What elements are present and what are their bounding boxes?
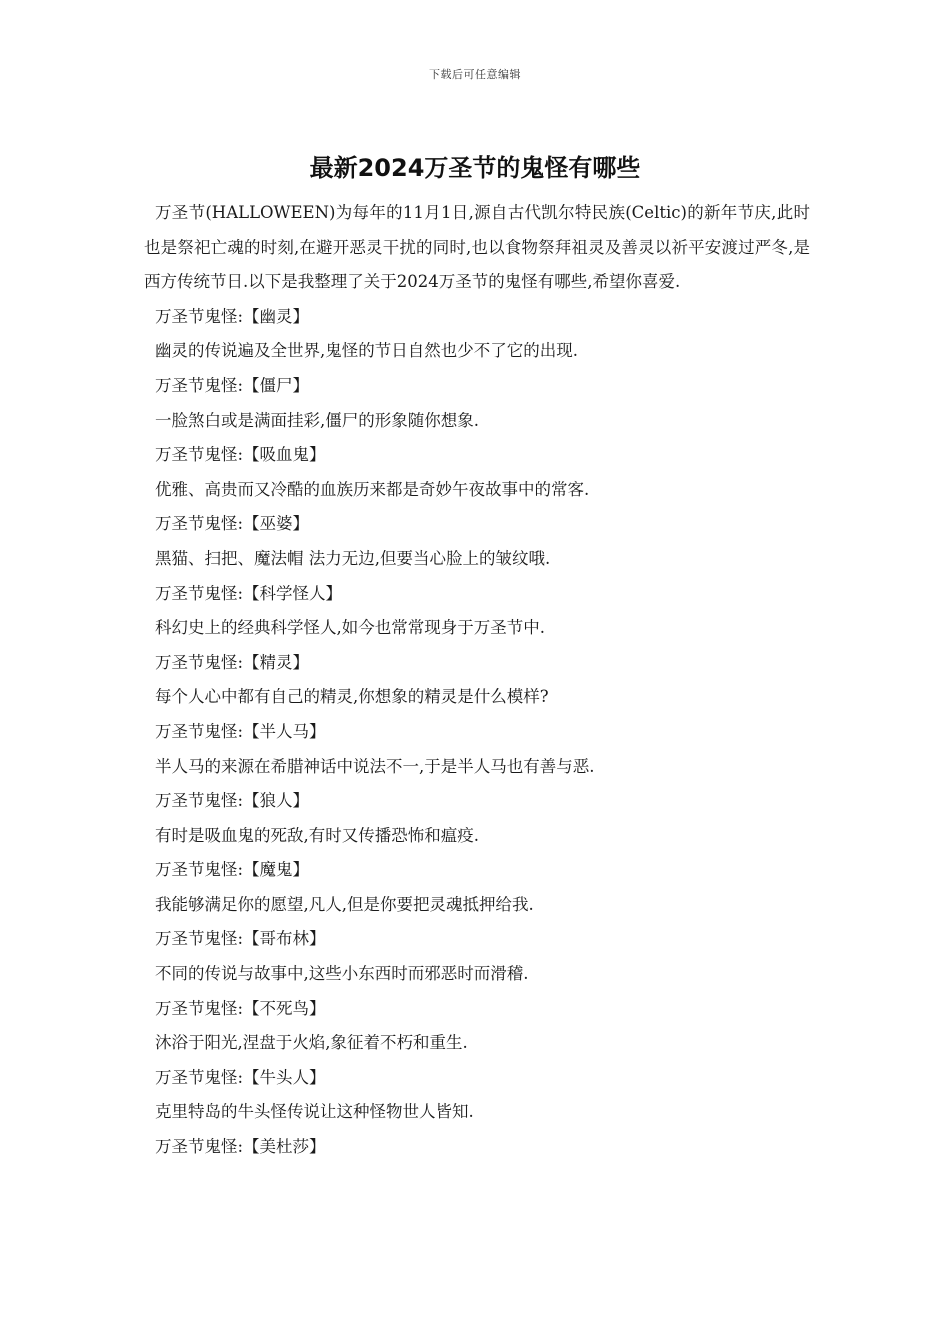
entry-description: 黑猫、扫把、魔法帽 法力无边,但要当心脸上的皱纹哦.: [155, 548, 551, 568]
entry-heading: 万圣节鬼怪:【科学怪人】: [155, 583, 343, 603]
entry-description: 幽灵的传说遍及全世界,鬼怪的节日自然也少不了它的出现.: [155, 341, 578, 361]
entry-heading: 万圣节鬼怪:【精灵】: [155, 652, 310, 672]
entry-heading: 万圣节鬼怪:【吸血鬼】: [155, 445, 326, 465]
entry-description: 科幻史上的经典科学怪人,如今也常常现身于万圣节中.: [155, 618, 545, 638]
entry-heading: 万圣节鬼怪:【美杜莎】: [155, 1137, 326, 1157]
header-note: 下载后可任意编辑: [429, 68, 521, 81]
entry-heading: 万圣节鬼怪:【巫婆】: [155, 514, 310, 534]
intro-paragraph: 万圣节(HALLOWEEN)为每年的11月1日,源自古代凯尔特民族(Celtic)的新年节庆,此时也是祭祀亡魂的时刻,在避开恶灵干扰的同时,也以食物祭拜祖灵及善灵以祈平安渡过严冬,是西方传统节日.以下是我整理了关于2024万圣节的鬼怪有哪些,希望你喜爱.: [144, 203, 810, 292]
entry-heading: 万圣节鬼怪:【狼人】: [155, 791, 310, 811]
entry-heading: 万圣节鬼怪:【僵尸】: [155, 375, 310, 395]
entry-heading: 万圣节鬼怪:【魔鬼】: [155, 860, 310, 880]
entry-description: 一脸煞白或是满面挂彩,僵尸的形象随你想象.: [155, 410, 479, 430]
entry-heading: 万圣节鬼怪:【不死鸟】: [155, 998, 326, 1018]
entry-heading: 万圣节鬼怪:【哥布林】: [155, 929, 326, 949]
entry-description: 克里特岛的牛头怪传说让这种怪物世人皆知.: [155, 1102, 474, 1122]
entry-heading: 万圣节鬼怪:【半人马】: [155, 721, 326, 741]
entry-description: 优雅、高贵而又冷酷的血族历来都是奇妙午夜故事中的常客.: [155, 479, 590, 499]
page-title: 最新2024万圣节的鬼怪有哪些: [309, 154, 641, 182]
entry-description: 每个人心中都有自己的精灵,你想象的精灵是什么模样?: [155, 687, 549, 707]
entry-description: 沐浴于阳光,涅盘于火焰,象征着不朽和重生.: [155, 1033, 468, 1053]
entry-description: 不同的传说与故事中,这些小东西时而邪恶时而滑稽.: [155, 964, 529, 984]
entry-heading: 万圣节鬼怪:【幽灵】: [155, 306, 310, 326]
document-body: [144, 196, 810, 1165]
entry-description: 我能够满足你的愿望,凡人,但是你要把灵魂抵押给我.: [155, 894, 534, 914]
entry-description: 有时是吸血鬼的死敌,有时又传播恐怖和瘟疫.: [155, 825, 479, 845]
entry-description: 半人马的来源在希腊神话中说法不一,于是半人马也有善与恶.: [155, 756, 595, 776]
entry-heading: 万圣节鬼怪:【牛头人】: [155, 1067, 326, 1087]
